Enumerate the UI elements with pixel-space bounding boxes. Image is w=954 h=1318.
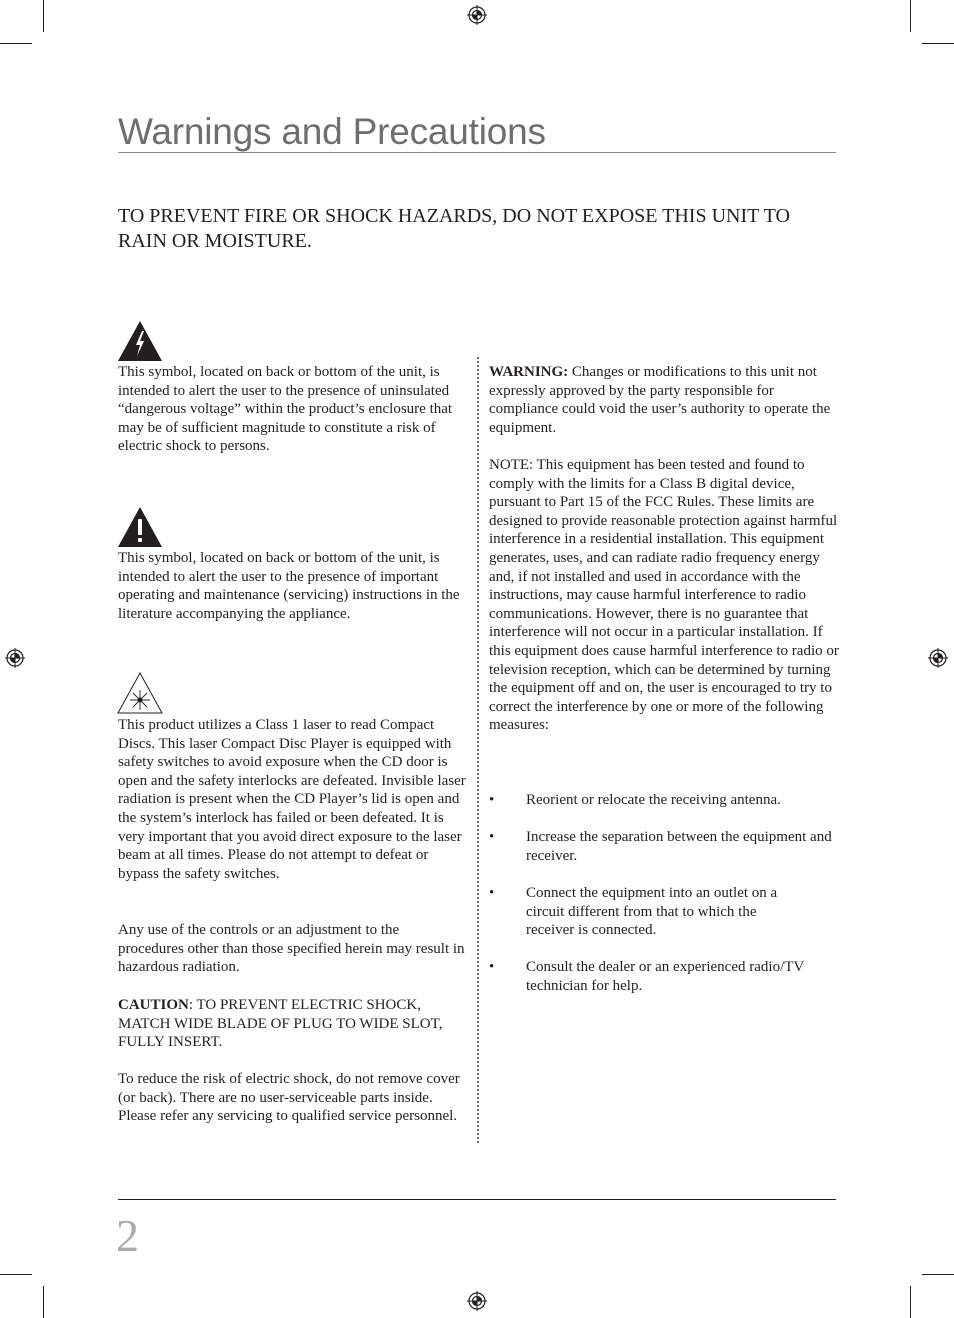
caution-text: : TO PREVENT ELECTRIC SHOCK, MATCH WIDE BLADE OF PLUG TO WIDE SLOT, FULLY INSERT.: [118, 997, 443, 1051]
warning-paragraph: [489, 363, 839, 437]
service-warning: To reduce the risk of electric shock, do not remove cover (or back). There are no user-serviceable parts inside. Please refer any servicing to qualified service personnel.: [118, 1071, 460, 1125]
laser-warning-icon: [117, 672, 163, 714]
page-number: 2: [116, 1210, 139, 1261]
title-rule: [118, 152, 836, 153]
warning-text: Changes or modifications to this unit not expressly approved by the party responsible for compliance could void the user’s authority to operate the equipment.: [489, 364, 831, 436]
registration-mark-icon: [5, 648, 25, 668]
crop-mark: [922, 1274, 954, 1275]
crop-mark: [43, 0, 44, 32]
bullet-icon: •: [489, 885, 495, 901]
footer-rule: [118, 1199, 836, 1200]
fcc-note: NOTE: This equipment has been tested and found to comply with the limits for a Class B digital device, pursuant to Part 15 of the FCC Rules. These limits are designed to provide reasonable protection against harmful interference in a residential installation. This equipment generates, uses, and can radiate radio frequency energy and, if not installed and used in accordance with the instructions, may cause harmful interference to radio communications. However, there is no guarantee that interference will not occur in a particular installation. If this equipment does cause harmful interference to radio or television reception, which can be determined by turning the equipment off and on, the user is encouraged to try to correct the interference by one or more of the following measures:: [489, 457, 839, 734]
crop-mark: [0, 1274, 32, 1275]
crop-mark: [0, 43, 32, 44]
bullet-icon: •: [489, 829, 495, 845]
crop-mark: [43, 1286, 44, 1318]
page-title: Warnings and Precautions: [118, 111, 546, 152]
bullet-icon: •: [489, 959, 495, 975]
laser-description: This product utilizes a Class 1 laser to read Compact Discs. This laser Compact Disc Player is equipped with safety switches to avoid exposure when the CD door is open and the safety interlocks are defeated. Invisible laser radiation is present when the CD Player’s lid is open and the system’s interlock has failed or been defeated. It is very important that you avoid direct exposure to the laser beam at all times. Please do not attempt to defeat or bypass the safety switches.: [118, 717, 466, 882]
bullet-text: Increase the separation between the equipment and receiver.: [526, 829, 832, 864]
lightning-warning-icon: [117, 320, 163, 362]
exclamation-warning-icon: [117, 506, 163, 548]
caution-label: CAUTION: [118, 997, 189, 1013]
bullet-text: Connect the equipment into an outlet on a circuit different from that to which the receiver is connected.: [526, 885, 778, 939]
crop-mark: [910, 1286, 911, 1318]
controls-warning: Any use of the controls or an adjustment to the procedures other than those specified herein may result in hazardous radiation.: [118, 922, 465, 976]
voltage-symbol-description: This symbol, located on back or bottom of the unit, is intended to alert the user to the presence of uninsulated “dangerous voltage” within the product’s enclosure that may be of sufficient magnitude to constitute a risk of electric shock to persons.: [118, 364, 453, 455]
crop-mark: [922, 43, 954, 44]
registration-mark-icon: [928, 648, 948, 668]
crop-mark: [910, 0, 911, 32]
caution-paragraph: [118, 996, 466, 1052]
bullet-text: Reorient or relocate the receiving antenna.: [526, 792, 781, 808]
registration-mark-icon: [467, 5, 487, 25]
warning-label: WARNING:: [489, 364, 569, 380]
bullet-text: Consult the dealer or an experienced radio/TV technician for help.: [526, 959, 804, 994]
registration-mark-icon: [467, 1291, 487, 1311]
column-divider: [477, 357, 479, 1143]
exclamation-symbol-description: This symbol, located on back or bottom of the unit, is intended to alert the user to the presence of important operating and maintenance (servicing) instructions in the literature accompanying the appliance.: [118, 550, 460, 622]
bullet-icon: •: [489, 792, 495, 808]
fire-shock-warning-headline: TO PREVENT FIRE OR SHOCK HAZARDS, DO NOT EXPOSE THIS UNIT TO RAIN OR MOISTURE.: [118, 205, 790, 252]
